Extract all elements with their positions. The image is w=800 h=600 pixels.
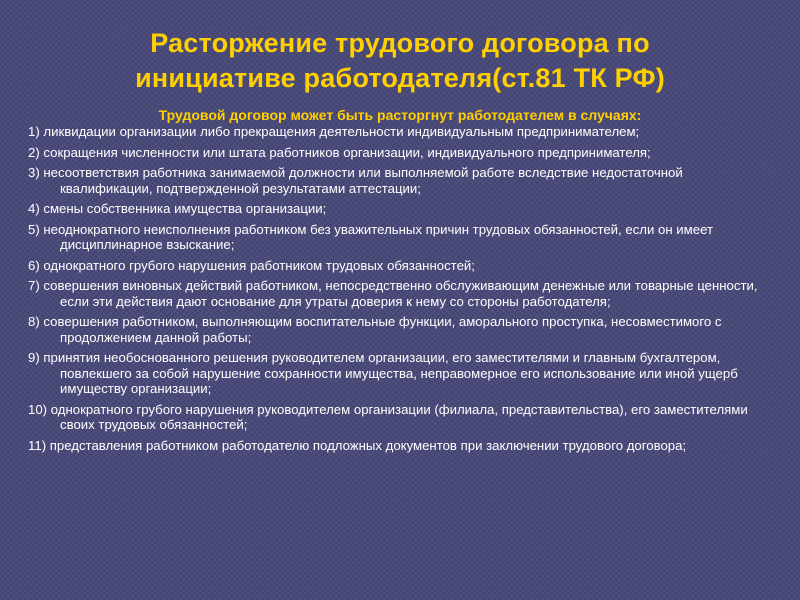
list-item: 4) смены собственника имущества организации; xyxy=(28,201,327,216)
list-item: 5) неоднократного неисполнения работником без уважительных причин трудовых обязанностей, если он имеет дисциплинарное взыскание; xyxy=(28,221,714,252)
slide-title-line-1: Расторжение трудового договора по xyxy=(150,28,650,58)
list-item: 7) совершения виновных действий работником, непосредственно обслуживающим денежные или товарные ценности, если эти действия дают основание для утраты доверия к нему со стороны работодателя; xyxy=(28,278,758,309)
list-item: 11) представления работником работодателю подложных документов при заключении трудового договора; xyxy=(28,437,687,453)
list-item: 3) несоответствия работника занимаемой должности или выполняемой работе вследствие недостаточной квалификации, подтвержденной результатами аттестации; xyxy=(28,165,683,196)
list-item: 2) сокращения численности или штата работников организации, индивидуального предпринимателя; xyxy=(28,144,651,160)
list-item: 1) ликвидации организации либо прекращения деятельности индивидуальным предпринимателем; xyxy=(28,124,640,139)
grounds-list xyxy=(28,124,778,458)
slide-title xyxy=(60,26,740,96)
list-item: 10) однократного грубого нарушения руководителем организации (филиала, представительства), его заместителями своих трудовых обязанностей; xyxy=(28,401,748,432)
list-item: 6) однократного грубого нарушения работником трудовых обязанностей; xyxy=(28,257,475,273)
list-item: 9) принятия необоснованного решения руководителем организации, его заместителями и главным бухгалтером, повлекшего за собой нарушение сохранности имущества, неправомерное его использование или иной ущерб имуществу организации; xyxy=(28,350,738,396)
list-item: 8) совершения работником, выполняющим воспитательные функции, аморального проступка, несовместимого с продолжением данной работы; xyxy=(28,314,722,345)
slide-title-line-2: инициативе работодателя(ст.81 ТК РФ) xyxy=(135,63,665,93)
slide-subtitle: Трудовой договор может быть расторгнут работодателем в случаях: xyxy=(158,107,642,123)
